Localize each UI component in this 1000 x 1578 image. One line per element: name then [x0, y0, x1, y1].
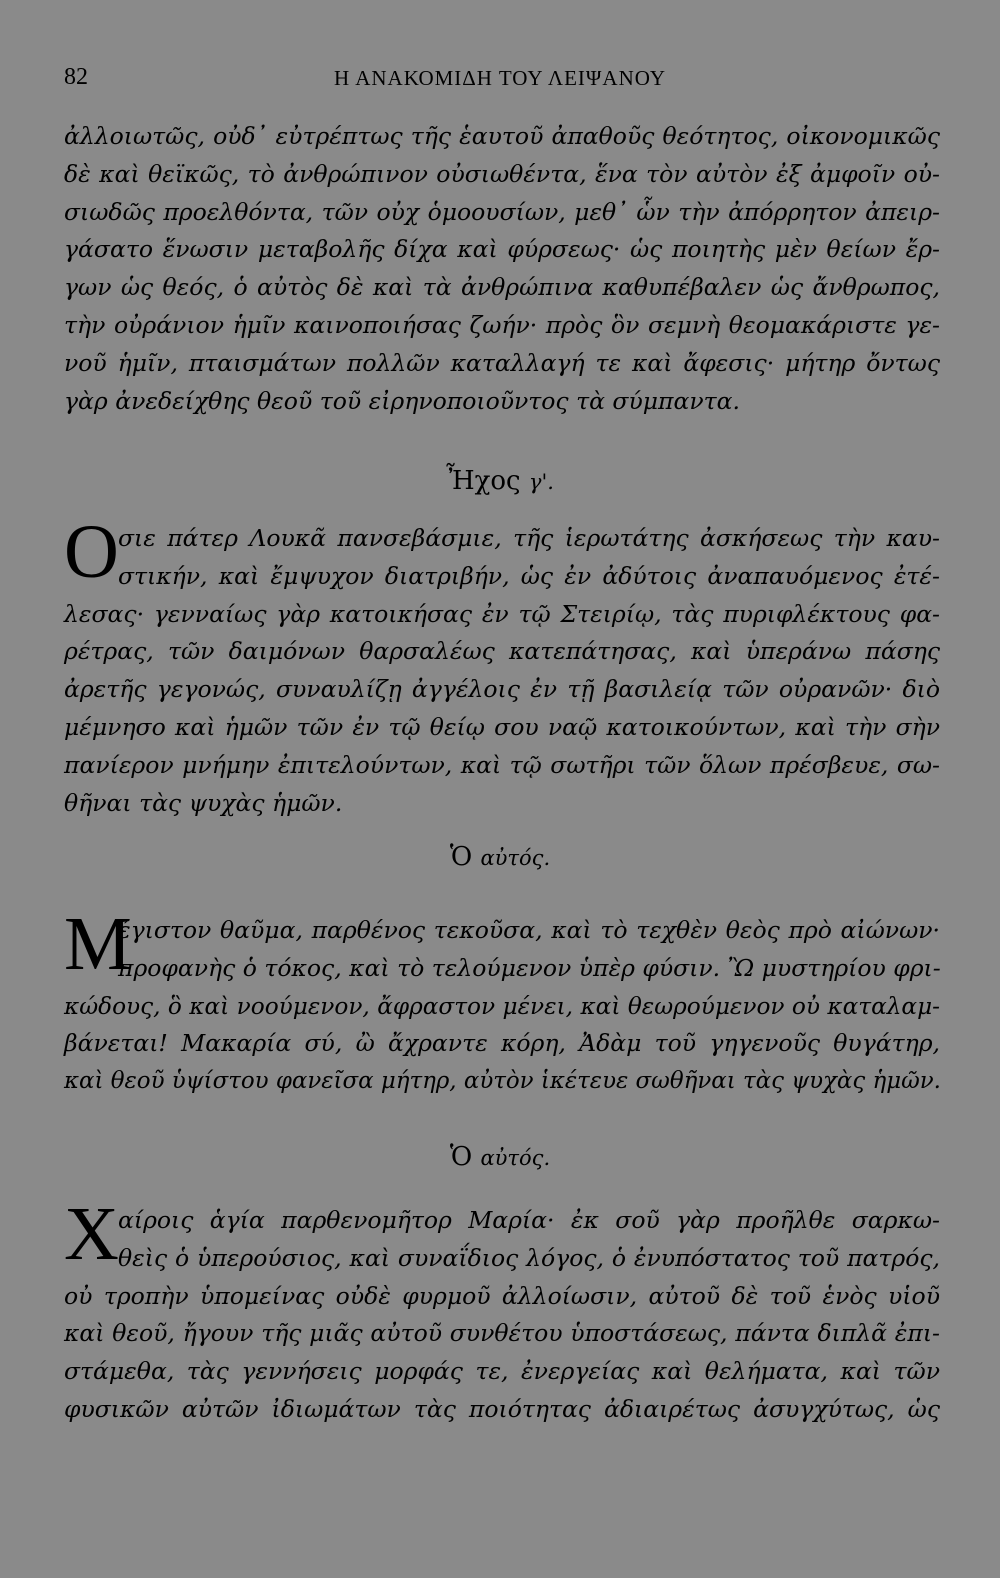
page-number: 82: [64, 64, 88, 90]
text-line: στάμεθα, τὰς γεννήσεις μορφάς τε, ἐνεργείας καὶ θελήματα, καὶ τῶν: [64, 1357, 940, 1386]
text-line: ἀρετῆς γεγονώς, συναυλίζῃ ἀγγέλοις ἐν τῇ βασιλείᾳ τῶν οὐρανῶν· διὸ: [64, 675, 940, 704]
heading-sub: αὐτός.: [480, 1146, 551, 1170]
text-line: γων ὡς θεός, ὁ αὐτὸς δὲ καὶ τὰ ἀνθρώπινα καθυπέβαλεν ὡς ἄνθρωπος,: [64, 273, 940, 302]
text-line: φυσικῶν αὐτῶν ἰδιωμάτων τὰς ποιότητας ἀδιαιρέτως ἀσυγχύτως, ὡς: [64, 1394, 940, 1423]
paragraph-1: [64, 118, 940, 420]
text-line: κώδους, ὃ καὶ νοούμενον, ἄφραστον μένει, καὶ θεωρούμενον οὐ καταλαμ-: [64, 992, 940, 1020]
text-line: σιε πάτερ Λουκᾶ πανσεβάσμιε, τῆς ἱερωτάτης ἀσκήσεως τὴν καυ-: [118, 524, 940, 552]
text-line: λεσας· γενναίως γὰρ κατοικήσας ἐν τῷ Στειρίῳ, τὰς πυριφλέκτους φα-: [64, 599, 940, 628]
text-line: νοῦ ἡμῖν, πταισμάτων πολλῶν καταλλαγή τε καὶ ἄφεσις· μήτηρ ὄντως: [64, 348, 940, 377]
heading-sub: αὐτός.: [480, 846, 551, 870]
text-line: καὶ θεοῦ ὑψίστου φανεῖσα μήτηρ, αὐτὸν ἱκέτευε σωθῆναι τὰς ψυχὰς ἡμῶν.: [64, 1068, 941, 1095]
text-line: γάσατο ἕνωσιν μεταβολῆς δίχα καὶ φύρσεως· ὡς ποιητὴς μὲν θείων ἔρ-: [64, 235, 940, 264]
text-line: αίροις ἁγία παρθενομῆτορ Μαρία· ἐκ σοῦ γὰρ προῆλθε σαρκω-: [118, 1206, 940, 1234]
text-line: ἀλλοιωτῶς, οὐδ᾽ εὐτρέπτως τῆς ἑαυτοῦ ἀπαθοῦς θεότητος, οἰκονομικῶς: [64, 122, 940, 150]
section-heading-autos-2: [0, 1142, 1000, 1172]
text-line: τὴν οὐράνιον ἡμῖν καινοποιήσας ζωήν· πρὸς ὃν σεμνὴ θεομακάριστε γε-: [64, 310, 940, 339]
text-line: καὶ θεοῦ, ἤγουν τῆς μιᾶς αὐτοῦ συνθέτου ὑποστάσεως, πάντα διπλᾶ ἐπι-: [64, 1319, 940, 1348]
text-line: βάνεται! Μακαρία σύ, ὢ ἄχραντε κόρη, Ἀδὰμ τοῦ γηγενοῦς θυγάτηρ,: [64, 1029, 940, 1058]
text-line: σιωδῶς προελθόντα, τῶν οὐχ ὁμοουσίων, μεθ᾽ ὧν τὴν ἀπόρρητον ἀπειρ-: [64, 197, 940, 226]
text-line: ρέτρας, τῶν δαιμόνων θαρσαλέως κατεπάτησας, καὶ ὑπεράνω πάσης: [64, 637, 940, 666]
page-header: [64, 64, 936, 94]
text-line: μέμνησο καὶ ἡμῶν τῶν ἐν τῷ θείῳ σου ναῷ κατοικούντων, καὶ τὴν σὴν: [64, 712, 940, 741]
section-heading-echos: [0, 466, 1000, 496]
text-line: θῆναι τὰς ψυχὰς ἡμῶν.: [64, 788, 343, 817]
paragraph-4: [64, 1202, 940, 1429]
drop-cap: Μ: [64, 902, 132, 986]
text-line: γὰρ ἀνεδείχθης θεοῦ τοῦ εἰρηνοποιοῦντος τὰ σύμπαντα.: [64, 386, 740, 415]
text-line: δὲ καὶ θεϊκῶς, τὸ ἀνθρώπινον οὐσιωθέντα, ἕνα τὸν αὐτὸν ἐξ ἀμφοῖν οὐ-: [64, 159, 940, 188]
text-line: στικήν, καὶ ἔμψυχον διατριβήν, ὡς ἐν ἀδύτοις ἀναπαυόμενος ἐτέ-: [118, 561, 940, 590]
section-heading-autos: [0, 842, 1000, 872]
drop-cap: Χ: [64, 1192, 119, 1276]
running-title: Η ΑΝΑΚΟΜΙΔΗ ΤΟΥ ΛΕΙΨΑΝΟΥ: [333, 66, 667, 90]
text-line: οὐ τροπὴν ὑπομείνας οὐδὲ φυρμοῦ ἀλλοίωσιν, αὐτοῦ δὲ τοῦ ἑνὸς υἱοῦ: [64, 1281, 940, 1310]
drop-cap: Ο: [64, 510, 119, 594]
heading-main: Ὁ: [449, 1142, 473, 1172]
heading-main: Ὁ: [449, 842, 473, 872]
paragraph-3: [64, 912, 940, 1101]
text-line: πανίερον μνήμην ἐπιτελούντων, καὶ τῷ σωτῆρι τῶν ὅλων πρέσβευε, σω-: [64, 750, 940, 779]
heading-sub: γ'.: [528, 470, 554, 494]
heading-main: Ἦχος: [446, 466, 521, 496]
text-line: προφανὴς ὁ τόκος, καὶ τὸ τελούμενον ὑπὲρ φύσιν. Ὢ μυστηρίου φρι-: [118, 953, 941, 982]
paragraph-2: [64, 520, 940, 822]
text-line: έγιστον θαῦμα, παρθένος τεκοῦσα, καὶ τὸ τεχθὲν θεὸς πρὸ αἰώνων·: [118, 916, 940, 944]
text-line: θεὶς ὁ ὑπερούσιος, καὶ συναΐδιος λόγος, ὁ ἐνυπόστατος τοῦ πατρός,: [118, 1243, 940, 1272]
